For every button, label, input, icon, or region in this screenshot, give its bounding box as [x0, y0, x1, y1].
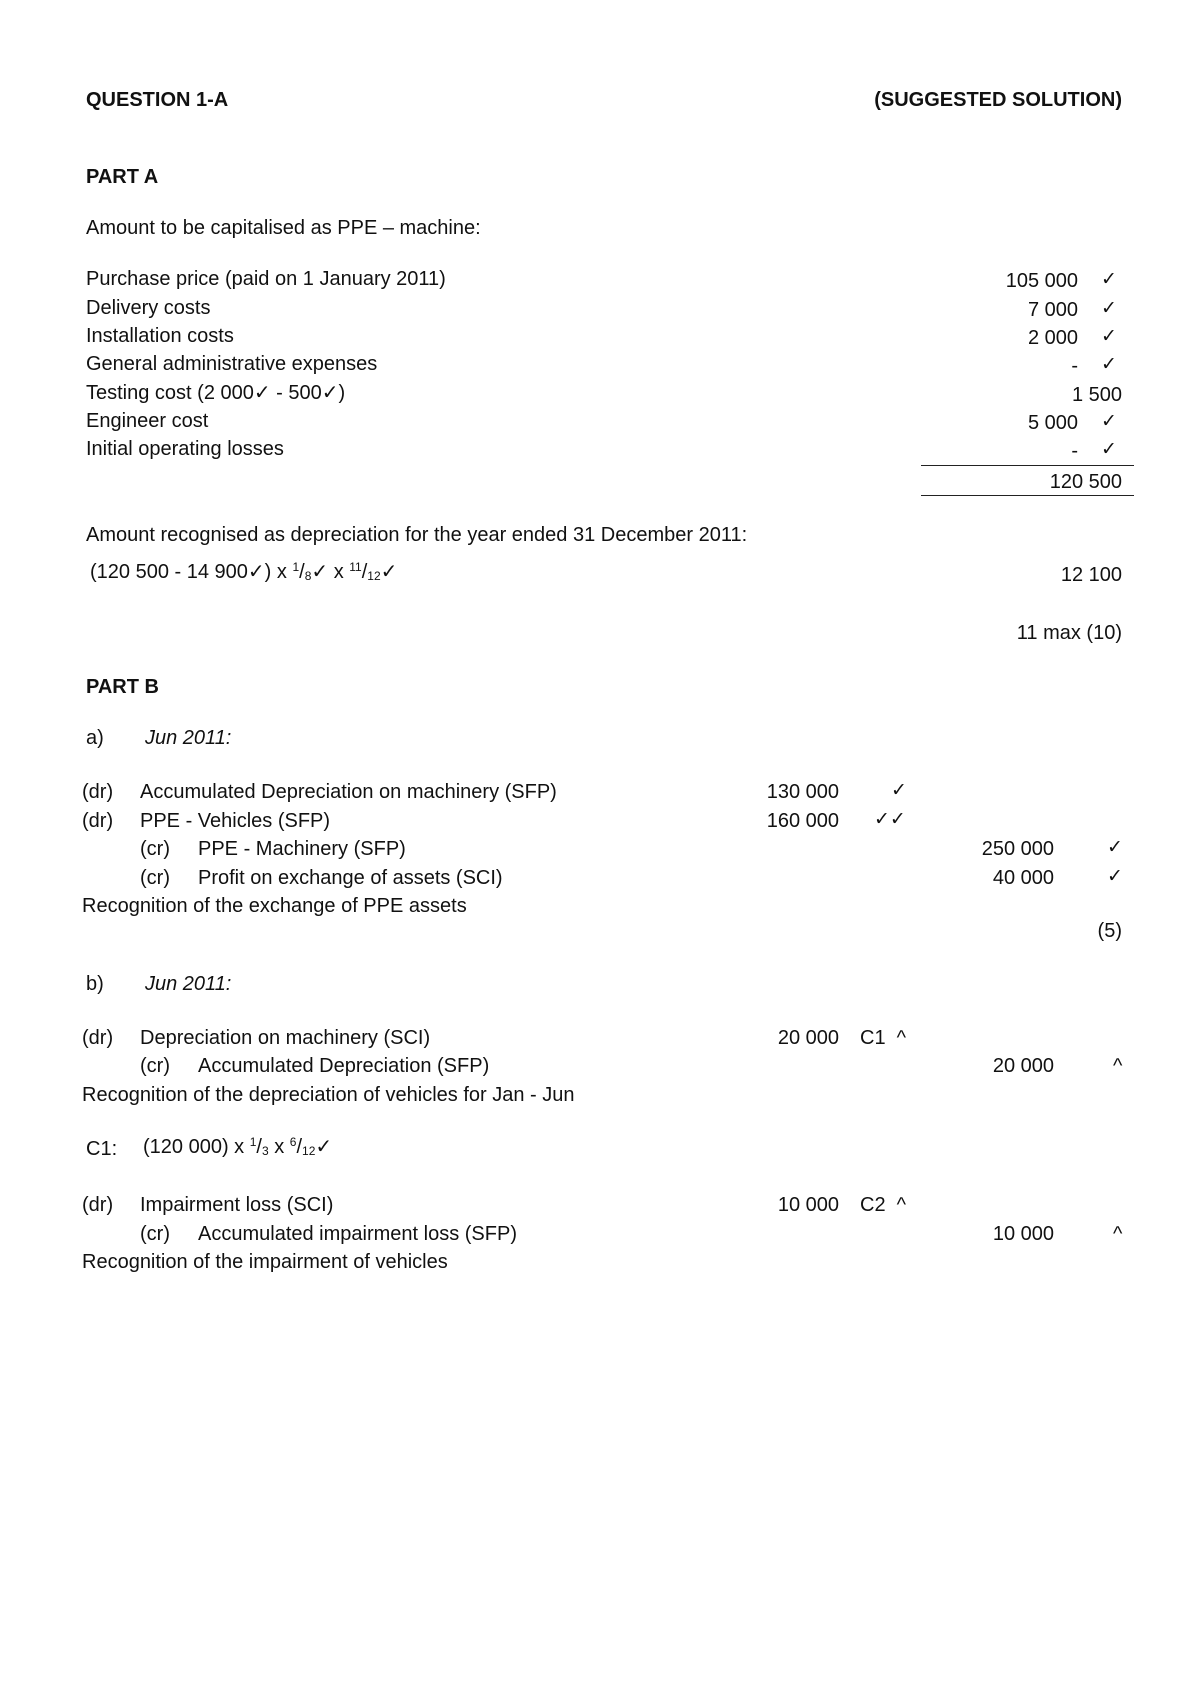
depreciation-calculation: (120 500 - 14 900✓) x $^1/_8✓$ x $^{11}/_{12}✓$: [90, 560, 398, 583]
credit-amount: 40 000: [992, 867, 1054, 889]
entry-narration: Recognition of the exchange of PPE assets: [82, 895, 467, 917]
check-mark: ✓: [1101, 438, 1117, 460]
item-amount: 105 000: [1005, 270, 1078, 292]
entry-account: Profit on exchange of assets (SCI): [198, 867, 503, 889]
method-mark: ^: [1113, 1055, 1123, 1077]
check-mark: ✓: [1107, 836, 1123, 858]
part-a-heading: PART A: [86, 166, 159, 188]
item-amount: -: [1071, 355, 1078, 377]
entry-account: PPE - Machinery (SFP): [198, 838, 406, 860]
entry-side: (cr): [140, 867, 170, 889]
entry-account: PPE - Vehicles (SFP): [140, 810, 331, 832]
entry-account: Depreciation on machinery (SCI): [140, 1027, 431, 1049]
depreciation-intro: Amount recognised as depreciation for the year ended 31 December 2011:: [86, 524, 748, 546]
check-mark: ✓: [1101, 268, 1117, 290]
entry-account: Accumulated Depreciation (SFP): [198, 1055, 490, 1077]
item-label: Purchase price (paid on 1 January 2011): [86, 268, 446, 290]
item-amount: 2 000: [1027, 327, 1078, 349]
entry-account: Impairment loss (SCI): [140, 1194, 334, 1216]
question-title: QUESTION 1-A: [86, 89, 229, 111]
item-amount: -: [1071, 440, 1078, 462]
item-amount: 7 000: [1027, 299, 1078, 321]
section-a-date: Jun 2011:: [145, 727, 232, 749]
depreciation-amount: 12 100: [1060, 564, 1122, 586]
calc-reference: C1 ^: [860, 1027, 907, 1049]
check-mark: ✓: [1101, 325, 1117, 347]
total-rule-bottom: [921, 495, 1134, 496]
debit-amount: 10 000: [777, 1194, 839, 1216]
debit-amount: 130 000: [766, 781, 839, 803]
check-mark: ✓: [1107, 865, 1123, 887]
section-b-label: b): [86, 973, 104, 995]
check-mark: ✓✓: [874, 808, 906, 830]
check-mark: ✓: [1101, 410, 1117, 432]
item-label: Testing cost (2 000✓ - 500✓): [86, 382, 346, 404]
check-mark: ✓: [1101, 353, 1117, 375]
entry-side: (dr): [82, 1027, 114, 1049]
capitalised-intro: Amount to be capitalised as PPE – machine:: [86, 217, 481, 239]
entry-account: Accumulated Depreciation on machinery (SFP): [140, 781, 557, 803]
solution-label: (SUGGESTED SOLUTION): [874, 89, 1122, 111]
debit-amount: 20 000: [777, 1027, 839, 1049]
method-mark: ^: [1113, 1223, 1123, 1245]
check-mark: ✓: [891, 779, 907, 801]
entry-side: (dr): [82, 810, 114, 832]
item-label: Initial operating losses: [86, 438, 284, 460]
c1-calculation: (120 000) x $^1/_3$ x $^6/_{12}✓$: [143, 1135, 333, 1158]
entry-side: (dr): [82, 781, 114, 803]
item-amount: 1 500: [1071, 384, 1122, 406]
entry-side: (cr): [140, 838, 170, 860]
total-rule-top: [921, 465, 1134, 466]
entry-account: Accumulated impairment loss (SFP): [198, 1223, 517, 1245]
item-label: Delivery costs: [86, 297, 211, 319]
credit-amount: 10 000: [992, 1223, 1054, 1245]
item-amount: 5 000: [1027, 412, 1078, 434]
part-b-heading: PART B: [86, 676, 159, 698]
entry-narration: Recognition of the depreciation of vehicles for Jan - Jun: [82, 1084, 575, 1106]
debit-amount: 160 000: [766, 810, 839, 832]
section-b-date: Jun 2011:: [145, 973, 232, 995]
calc-reference: C2 ^: [860, 1194, 907, 1216]
entry-side: (cr): [140, 1223, 170, 1245]
entry-side: (dr): [82, 1194, 114, 1216]
entry-narration: Recognition of the impairment of vehicles: [82, 1251, 448, 1273]
item-label: General administrative expenses: [86, 353, 378, 375]
item-label: Installation costs: [86, 325, 234, 347]
check-mark: ✓: [1101, 297, 1117, 319]
part-a-marks: 11 max (10): [1016, 622, 1122, 644]
total-amount: 120 500: [1049, 471, 1122, 493]
c1-label: C1:: [86, 1138, 118, 1160]
credit-amount: 20 000: [992, 1055, 1054, 1077]
entry-side: (cr): [140, 1055, 170, 1077]
part-b-a-marks: (5): [1097, 920, 1122, 942]
item-label: Engineer cost: [86, 410, 209, 432]
section-a-label: a): [86, 727, 104, 749]
credit-amount: 250 000: [981, 838, 1054, 860]
